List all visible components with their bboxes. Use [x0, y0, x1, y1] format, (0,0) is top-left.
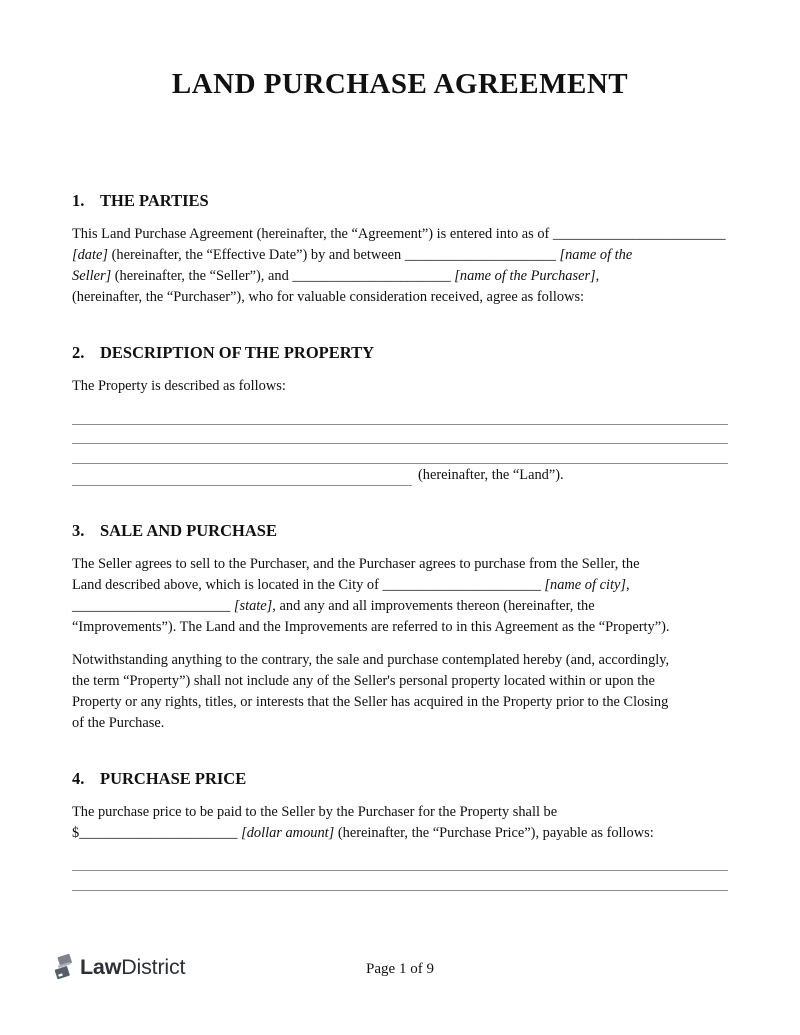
page-footer — [0, 952, 800, 986]
text-line: the term “Property”) shall not include any of the Seller's personal property located within or upon the — [72, 672, 655, 689]
text-line: of the Purchase. — [72, 714, 165, 731]
section-number: 2. — [72, 343, 85, 362]
paragraph — [72, 650, 728, 734]
blank-line — [72, 405, 728, 425]
section-heading — [72, 768, 728, 790]
text-line: [date] (hereinafter, the “Effective Date”) by and between _____________________ [name of the — [72, 247, 633, 263]
logo-text-district: District — [121, 955, 186, 979]
page-number: Page 1 of 9 — [366, 961, 434, 977]
text-line: The Property is described as follows: — [72, 378, 286, 394]
blank-line — [72, 852, 728, 872]
blank-lines — [72, 405, 728, 464]
text-line: This Land Purchase Agreement (hereinafter, the “Agreement”) is entered into as of ________________________ — [72, 226, 726, 242]
section-title: SALE AND PURCHASE — [100, 520, 277, 540]
text-line: Property or any rights, titles, or interests that the Seller has acquired in the Property prior to the Closing — [72, 693, 669, 710]
section-title: THE PARTIES — [100, 191, 209, 210]
paragraph — [72, 224, 728, 308]
section-number: 1. — [72, 191, 85, 210]
text-line: The purchase price to be paid to the Seller by the Purchaser for the Property shall be — [72, 803, 558, 820]
text-line: Seller] (hereinafter, the “Seller”), and ______________________ [name of the Purchaser], — [72, 268, 600, 284]
blank-lines — [72, 852, 728, 891]
document-body — [72, 190, 728, 891]
text-line: (hereinafter, the “Land”). — [418, 466, 564, 483]
text-line: Land described above, which is located in the City of ______________________ [name of city], — [72, 576, 630, 593]
blank-line — [72, 871, 728, 891]
section-heading — [72, 190, 728, 212]
logo-text-law: Law — [80, 955, 122, 979]
blank-line — [72, 466, 412, 486]
section-heading — [72, 520, 728, 542]
section-number: 4. — [72, 768, 85, 788]
text-line: The Seller agrees to sell to the Purchaser, and the Purchaser agrees to purchase from the Seller, the — [72, 555, 640, 572]
text-line: Notwithstanding anything to the contrary, the sale and purchase contemplated hereby (and, accordingly, — [72, 651, 670, 668]
paragraph — [72, 554, 728, 638]
text-line: “Improvements”). The Land and the Improvements are referred to in this Agreement as the “Property”). — [72, 618, 670, 635]
blank-line — [72, 425, 728, 445]
section-heading — [72, 342, 728, 364]
section-number: 3. — [72, 520, 85, 540]
text-line: $______________________ [dollar amount] (hereinafter, the “Purchase Price”), payable as follows: — [72, 824, 654, 841]
section-title: DESCRIPTION OF THE PROPERTY — [100, 343, 374, 362]
paragraph — [72, 376, 728, 397]
text-line: (hereinafter, the “Purchaser”), who for valuable consideration received, agree as follows: — [72, 289, 585, 305]
text-line: ______________________ [state], and any and all improvements thereon (hereinafter, the — [72, 597, 595, 614]
blank-line — [72, 444, 728, 464]
document-title: LAND PURCHASE AGREEMENT — [171, 68, 629, 100]
paragraph — [72, 802, 728, 844]
document-content — [0, 66, 800, 891]
blank-line-with-text — [72, 464, 728, 486]
section-title: PURCHASE PRICE — [100, 768, 247, 788]
